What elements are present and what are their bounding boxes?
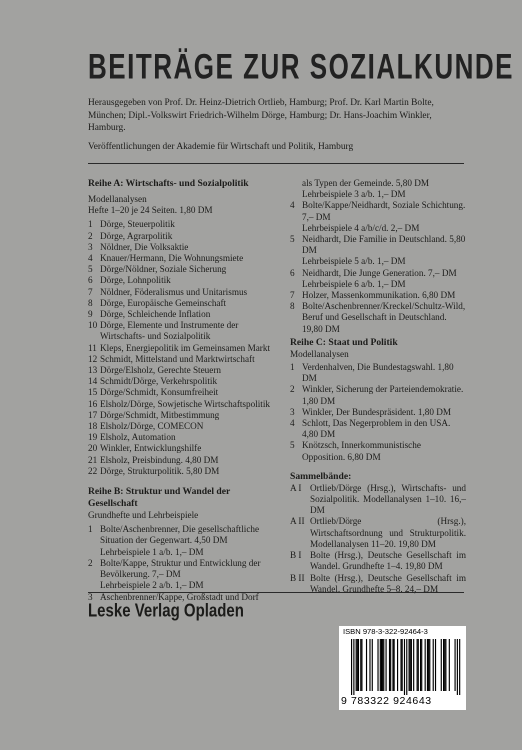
list-item	[88, 524, 278, 558]
barcode-bar	[377, 639, 378, 691]
barcode-bar	[351, 639, 352, 695]
item-title: Schmidt, Mittelstand und Marktwirtschaft	[100, 353, 255, 364]
item-text	[302, 290, 466, 301]
item-title: Bolte/Aschenbrenner, Die gesellschaftliche Situation der Gegenwart. 4,50 DM	[100, 524, 260, 546]
item-number: 1	[88, 219, 93, 230]
item-text	[100, 298, 278, 309]
item-title: Neidhardt, Die Junge Generation. 7,– DM	[302, 267, 457, 278]
item-text	[100, 558, 278, 592]
item-number: 3	[88, 591, 93, 602]
barcode-bar	[445, 639, 446, 691]
item-number: 8	[290, 301, 295, 312]
barcode-bar	[389, 639, 390, 691]
item-title: Schmidt/Dörge, Verkehrspolitik	[100, 376, 218, 387]
item-title: Ortlieb/Dörge (Hrsg.), Wirtschafts- und Sozialpolitik. Modellanalysen 1–10. 16,– DM	[310, 482, 466, 516]
item-number: 22	[88, 465, 98, 476]
item-title: Elsholz, Preisbindung. 4,80 DM	[100, 454, 219, 465]
item-lehrbeispiele: Lehrbeispiele 3 a/b. 1,– DM	[302, 189, 406, 200]
list-item	[88, 365, 278, 376]
item-number	[290, 178, 302, 200]
barcode-bar	[390, 639, 391, 691]
item-text	[100, 455, 278, 466]
barcode-bar	[382, 639, 383, 691]
item-number: 17	[88, 409, 98, 420]
item-title: Bolte (Hrsg.), Deutsche Gesellschaft im Wandel. Grundhefte 1–4. 19,80 DM	[310, 550, 466, 572]
item-number: 12	[88, 353, 98, 364]
item-number: 11	[88, 342, 97, 353]
item-title: Bolte/Aschenbrenner/Kreckel/Schultz-Wild, Beruf und Gesellschaft in Deutschland. 19,80 DM	[302, 301, 466, 334]
item-text	[302, 301, 466, 335]
item-lehrbeispiele: Lehrbeispiele 2 a/b. 1,– DM	[100, 580, 204, 591]
item-text	[100, 410, 278, 421]
item-text	[310, 516, 466, 550]
barcode-bar	[457, 639, 458, 695]
reihe-a-subtitle: Modellanalysen	[88, 194, 147, 204]
barcode-bar	[381, 639, 382, 691]
barcode-bars	[341, 639, 464, 695]
item-number: 1	[88, 524, 93, 535]
item-number: 15	[88, 387, 98, 398]
item-number: 4	[290, 200, 295, 211]
reihe-b-list	[88, 524, 278, 602]
reihe-c-heading: Reihe C: Staat und Politik	[290, 336, 398, 348]
barcode-bar	[386, 639, 387, 691]
item-title: Nöldner, Die Volksaktie	[100, 241, 189, 252]
barcode-bar	[425, 639, 426, 691]
item-title: Dörge, Agrarpolitik	[100, 230, 173, 241]
barcode-bar	[409, 639, 410, 691]
list-item	[88, 421, 278, 432]
item-title: Bolte/Kappe/Neidhardt, Soziale Schichtung. 7,– DM	[302, 200, 466, 222]
item-title: Elsholz/Dörge, Sowjetische Wirtschaftspolitik	[100, 398, 270, 409]
item-lehrbeispiele: Lehrbeispiele 6 a/b. 1,– DM	[302, 278, 406, 289]
list-item	[88, 354, 278, 365]
barcode-bar	[357, 639, 358, 691]
list-item	[88, 455, 278, 466]
item-text	[100, 421, 278, 432]
item-title: Holzer, Massenkommunikation. 6,80 DM	[302, 290, 456, 301]
item-text	[100, 376, 278, 387]
barcode-bar	[366, 639, 367, 691]
item-title: Elsholz, Automation	[100, 432, 176, 443]
item-title: Knauer/Hermann, Die Wohnungsmiete	[100, 253, 244, 264]
reihe-a-heading: Reihe A: Wirtschafts- und Sozialpolitik	[88, 178, 249, 189]
item-text	[100, 320, 278, 342]
barcode-bar	[394, 639, 395, 691]
item-title: Dörge, Lohnpolitik	[100, 275, 171, 286]
item-text	[100, 432, 278, 443]
barcode-bar	[402, 639, 403, 691]
item-title: Ortlieb/Dörge (Hrsg.), Wirtschaftsordnung und Strukturpolitik. Modellanalysen 11–20. 19,80 DM	[310, 516, 466, 549]
item-text	[302, 418, 466, 440]
item-number: 6	[290, 267, 295, 278]
reihe-a-price: Hefte 1–20 je 24 Seiten. 1,80 DM	[88, 205, 213, 216]
item-number: 2	[88, 230, 93, 241]
item-text	[100, 343, 278, 354]
barcode-bar	[459, 639, 460, 695]
item-text	[302, 384, 466, 406]
sammelbaende-list	[290, 483, 466, 595]
list-item	[290, 516, 466, 550]
reihe-c-subtitle: Modellanalysen	[290, 348, 349, 359]
item-lehrbeispiele: Lehrbeispiele 5 a/b. 1,– DM	[302, 256, 406, 267]
list-item	[88, 275, 278, 286]
barcode-bar	[428, 639, 429, 691]
barcode-bar	[397, 639, 398, 691]
list-item	[88, 253, 278, 264]
item-number: 13	[88, 365, 98, 376]
barcode-bar	[380, 639, 381, 691]
barcode-bar	[356, 639, 357, 691]
reihe-b-subtitle: Grundhefte und Lehrbeispiele	[88, 510, 199, 521]
item-number: 10	[88, 320, 98, 331]
list-item	[290, 407, 466, 418]
item-number: 2	[88, 557, 93, 568]
barcode-bar	[369, 639, 370, 691]
item-text	[100, 524, 278, 558]
item-number: 16	[88, 398, 98, 409]
item-text	[100, 443, 278, 454]
item-text	[100, 231, 278, 242]
list-item	[290, 268, 466, 290]
barcode-bar	[455, 639, 456, 691]
item-number: 19	[88, 432, 98, 443]
item-text	[302, 178, 466, 200]
item-number: B I	[290, 550, 302, 561]
barcode-bar	[404, 639, 405, 695]
barcode-bar	[392, 639, 393, 691]
item-number: 21	[88, 454, 98, 465]
list-item	[290, 362, 466, 384]
item-number: 5	[290, 234, 295, 245]
item-number: 1	[290, 362, 295, 373]
item-title: Dörge/Nöldner, Soziale Sicherung	[100, 264, 227, 275]
list-item	[290, 178, 466, 200]
item-number: A I	[290, 482, 302, 493]
top-divider	[88, 163, 464, 164]
list-item	[88, 264, 278, 275]
list-item	[290, 200, 466, 234]
list-item	[88, 466, 278, 477]
barcode-bar	[383, 639, 384, 691]
editors-text: Herausgegeben von Prof. Dr. Heinz-Dietrich Ortlieb, Hamburg; Prof. Dr. Karl Martin Bolte, München; Dipl.-Volkswirt Friedrich-Wilhelm Dörge, Hamburg; Dr. Hans-Joachim Winkler, Hamburg.	[88, 98, 434, 134]
reihe-b-list-continued	[290, 178, 466, 335]
item-text	[302, 440, 466, 462]
list-item	[88, 376, 278, 387]
barcode-bar	[433, 639, 434, 691]
item-number: 6	[88, 275, 93, 286]
item-number: 8	[88, 297, 93, 308]
barcode-bar	[421, 639, 422, 691]
item-text	[100, 309, 278, 320]
list-item	[88, 231, 278, 242]
item-title: Dörge, Europäische Gemeinschaft	[100, 297, 227, 308]
item-number: 5	[88, 264, 93, 275]
barcode-bar	[411, 639, 412, 691]
list-item	[290, 301, 466, 335]
item-lehrbeispiele: Lehrbeispiele 1 a/b. 1,– DM	[100, 546, 204, 557]
barcode-bar	[410, 639, 411, 691]
item-text	[100, 387, 278, 398]
reihe-a-list	[88, 219, 278, 477]
list-item	[290, 550, 466, 572]
item-title: Elsholz/Dörge, COMECON	[100, 421, 204, 432]
item-title: Dörge, Schleichende Inflation	[100, 309, 211, 320]
item-text	[302, 407, 466, 418]
item-number: A II	[290, 516, 305, 527]
list-item	[290, 440, 466, 462]
item-number: 2	[290, 384, 295, 395]
list-item	[290, 234, 466, 268]
item-title: Aschenbrenner/Kappe, Großstadt und Dorf	[100, 591, 259, 602]
list-item	[88, 298, 278, 309]
item-text	[302, 200, 466, 234]
item-title: Winkler, Entwicklungshilfe	[100, 443, 202, 454]
isbn-barcode	[339, 626, 466, 710]
item-number: 20	[88, 443, 98, 454]
barcode-bar	[435, 639, 436, 691]
list-item	[88, 343, 278, 354]
list-item	[88, 320, 278, 342]
item-title: Dörge, Strukturpolitik. 5,80 DM	[100, 465, 220, 476]
item-text	[100, 466, 278, 477]
item-text	[100, 399, 278, 410]
item-title: Nöldner, Föderalismus und Unitarismus	[100, 286, 248, 297]
item-title: Dörge/Elsholz, Gerechte Steuern	[100, 365, 222, 376]
reihe-b-heading: Reihe B: Struktur und Wandel der Gesellschaft	[88, 486, 231, 510]
item-title: Dörge/Schmidt, Mitbestimmung	[100, 409, 220, 420]
item-title: Bolte (Hrsg.), Deutsche Gesellschaft im Wandel. Grundhefte 5–8. 24,– DM	[310, 572, 466, 594]
list-item	[290, 483, 466, 517]
list-item	[88, 443, 278, 454]
item-number: 4	[290, 418, 295, 429]
publisher-name: Leske Verlag Opladen	[88, 600, 244, 622]
barcode-bar	[443, 639, 444, 691]
item-title: Schlott, Das Negerproblem in den USA. 4,80 DM	[302, 418, 451, 440]
item-text	[100, 287, 278, 298]
item-lehrbeispiele: Lehrbeispiele 4 a/b/c/d. 2,– DM	[302, 222, 420, 233]
item-text	[100, 275, 278, 286]
barcode-bar	[353, 639, 354, 695]
item-text	[302, 234, 466, 268]
barcode-bar	[358, 639, 359, 691]
item-number: 3	[88, 241, 93, 252]
isbn-text: ISBN 978-3-322-92464-3	[343, 627, 428, 636]
item-text	[302, 268, 466, 290]
item-text	[100, 242, 278, 253]
item-text	[310, 550, 466, 572]
item-title: Knötzsch, Innerkommunistische Opposition. 6,80 DM	[302, 440, 421, 462]
right-column	[290, 178, 466, 595]
barcode-bar	[361, 639, 362, 691]
list-item	[88, 432, 278, 443]
item-title: Kleps, Energiepolitik im Gemeinsamen Markt	[100, 342, 271, 353]
item-number: 3	[290, 406, 295, 417]
item-title: als Typen der Gemeinde. 5,80 DM	[302, 178, 430, 188]
series-title: BEITRÄGE ZUR SOZIALKUNDE	[88, 46, 514, 87]
barcode-bar	[444, 639, 445, 691]
item-text	[100, 354, 278, 365]
barcode-bar	[413, 639, 414, 691]
item-number: 5	[290, 440, 295, 451]
left-column	[88, 178, 278, 603]
item-number: 18	[88, 421, 98, 432]
item-text	[100, 264, 278, 275]
item-title: Neidhardt, Die Familie in Deutschland. 5,80 DM	[302, 234, 466, 256]
barcode-bar	[417, 639, 418, 691]
barcode-bar	[427, 639, 428, 691]
item-title: Dörge, Elemente und Instrumente der Wirtschafts- und Sozialpolitik	[100, 320, 239, 342]
barcode-bar	[441, 639, 442, 691]
barcode-bar	[418, 639, 419, 691]
list-item	[88, 309, 278, 320]
item-number: 7	[290, 290, 295, 301]
list-item	[88, 387, 278, 398]
item-text	[302, 362, 466, 384]
item-title: Bolte/Kappe, Struktur und Entwicklung der Bevölkerung. 7,– DM	[100, 557, 261, 580]
item-number: B II	[290, 572, 305, 583]
ean-digits: 9 783322 924643	[341, 695, 432, 707]
reihe-c-list	[290, 362, 466, 463]
list-item	[88, 410, 278, 421]
item-title: Dörge, Steuerpolitik	[100, 219, 175, 230]
list-item	[290, 290, 466, 301]
bottom-divider	[88, 592, 464, 593]
item-text	[100, 219, 278, 230]
list-item	[290, 384, 466, 406]
item-number: 4	[88, 253, 93, 264]
list-item	[88, 399, 278, 410]
item-number: 7	[88, 286, 93, 297]
barcode-bar	[420, 639, 421, 691]
barcode-bar	[372, 639, 373, 691]
item-title: Verdenhalven, Die Bundestagswahl. 1,80 DM	[302, 362, 454, 384]
list-item	[88, 558, 278, 592]
item-text	[100, 365, 278, 376]
item-number: 9	[88, 309, 93, 320]
list-item	[88, 219, 278, 230]
academy-text: Veröffentlichungen der Akademie für Wirtschaft und Politik, Hamburg	[88, 142, 354, 152]
barcode-bar	[400, 639, 401, 691]
list-item	[290, 418, 466, 440]
list-item	[88, 242, 278, 253]
item-text	[310, 483, 466, 517]
sammelbaende-heading: Sammelbände:	[290, 470, 352, 482]
item-number: 14	[88, 376, 98, 387]
barcode-bar	[429, 639, 430, 691]
item-text	[100, 253, 278, 264]
barcode-bar	[406, 639, 407, 695]
barcode-bar	[449, 639, 450, 691]
item-title: Winkler, Sicherung der Parteiendemokratie. 1,80 DM	[302, 384, 464, 406]
barcode-bar	[360, 639, 361, 691]
item-title: Dörge/Schmidt, Konsumfreiheit	[100, 387, 219, 398]
list-item	[88, 287, 278, 298]
item-title: Winkler, Der Bundespräsident. 1,80 DM	[302, 406, 452, 417]
